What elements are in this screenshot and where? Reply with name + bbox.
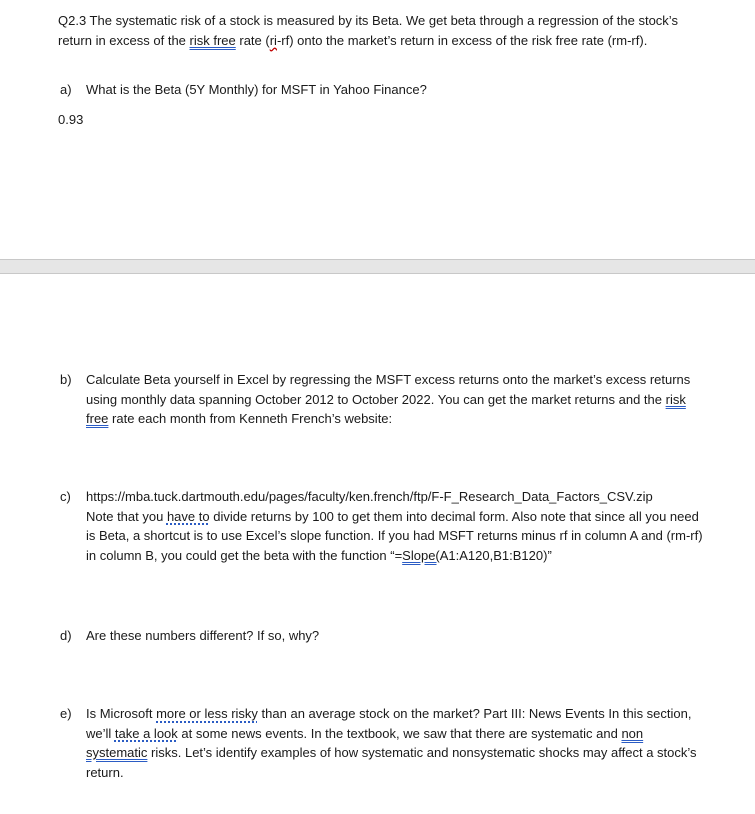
question-b-label: b) xyxy=(60,372,72,387)
intro-text-3: -rf) onto the market’s return in excess of the risk free rate (rm-rf). xyxy=(276,32,648,48)
intro-ri-text: ri xyxy=(269,32,277,48)
question-b-text-1: Calculate Beta yourself in Excel by regressing the MSFT excess returns onto the market’s excess returns using monthly data spanning October 2012 to October 2022. You can get the market returns and the xyxy=(86,372,691,407)
intro-text: Q2.3 The systematic risk of a stock is measured by its Beta. We get beta through a regression of the stock’s return in excess of the xyxy=(58,13,678,48)
question-a-answer: 0.93 xyxy=(58,112,84,127)
question-e xyxy=(60,704,700,782)
question-c-text-2: divide returns by 100 to get them into decimal form. Also note that since all you need is Beta, a shortcut is to use Excel’s slope function. If you had MSFT returns minus rf in column A and (rm-rf) in column B, you could get the beta with the function “= xyxy=(86,508,703,563)
question-c-text xyxy=(86,487,710,565)
question-a-text: What is the Beta (5Y Monthly) for MSFT in Yahoo Finance? xyxy=(86,82,427,97)
question-e-non-systematic-text: non systematic xyxy=(86,725,644,760)
question-a-label: a) xyxy=(60,82,72,97)
intro-risk-free-text: risk free xyxy=(189,32,236,48)
question-b-text-2: rate each month from Kenneth French’s website: xyxy=(108,411,393,426)
question-intro-paragraph xyxy=(58,11,698,50)
question-d-text: Are these numbers different? If so, why? xyxy=(86,628,320,643)
french-data-url: https://mba.tuck.dartmouth.edu/pages/faculty/ken.french/ftp/F-F_Research_Data_Factors_CSV.zip xyxy=(86,489,653,504)
question-e-more-or-less-text: more or less risky xyxy=(156,706,258,721)
question-e-take-a-look-text: take a look xyxy=(114,725,178,741)
question-d-label: d) xyxy=(60,628,72,643)
question-c-text-3: A1:A120,B1:B120)” xyxy=(439,547,552,563)
document-page-1 xyxy=(0,0,755,259)
question-c xyxy=(60,487,710,565)
question-c-label: c) xyxy=(60,489,71,504)
question-e-label: e) xyxy=(60,706,72,721)
page-break-divider xyxy=(0,259,755,274)
question-b xyxy=(60,370,700,429)
intro-text-2: rate ( xyxy=(235,32,270,48)
question-a xyxy=(60,80,700,100)
question-e-text-4: risks. Let’s identify examples of how systematic and nonsystematic shocks may affect a stock’s return. xyxy=(86,745,697,780)
question-d xyxy=(60,626,700,646)
question-c-have-to-text: have to xyxy=(166,508,210,524)
question-c-slope-text: Slope( xyxy=(402,547,440,563)
question-e-text-1: Is Microsoft xyxy=(86,706,157,721)
question-c-text-1: Note that you xyxy=(86,508,167,524)
question-b-text xyxy=(86,370,700,429)
question-b-risk-free-text: risk free xyxy=(86,391,686,426)
question-e-text xyxy=(86,704,700,782)
question-e-text-3: at some news events. In the textbook, we saw that there are systematic and xyxy=(177,725,622,741)
question-e-text-2: than an average stock on the market? Part III: News Events In this section, we’ll xyxy=(86,706,692,741)
document-page-2 xyxy=(0,274,755,814)
